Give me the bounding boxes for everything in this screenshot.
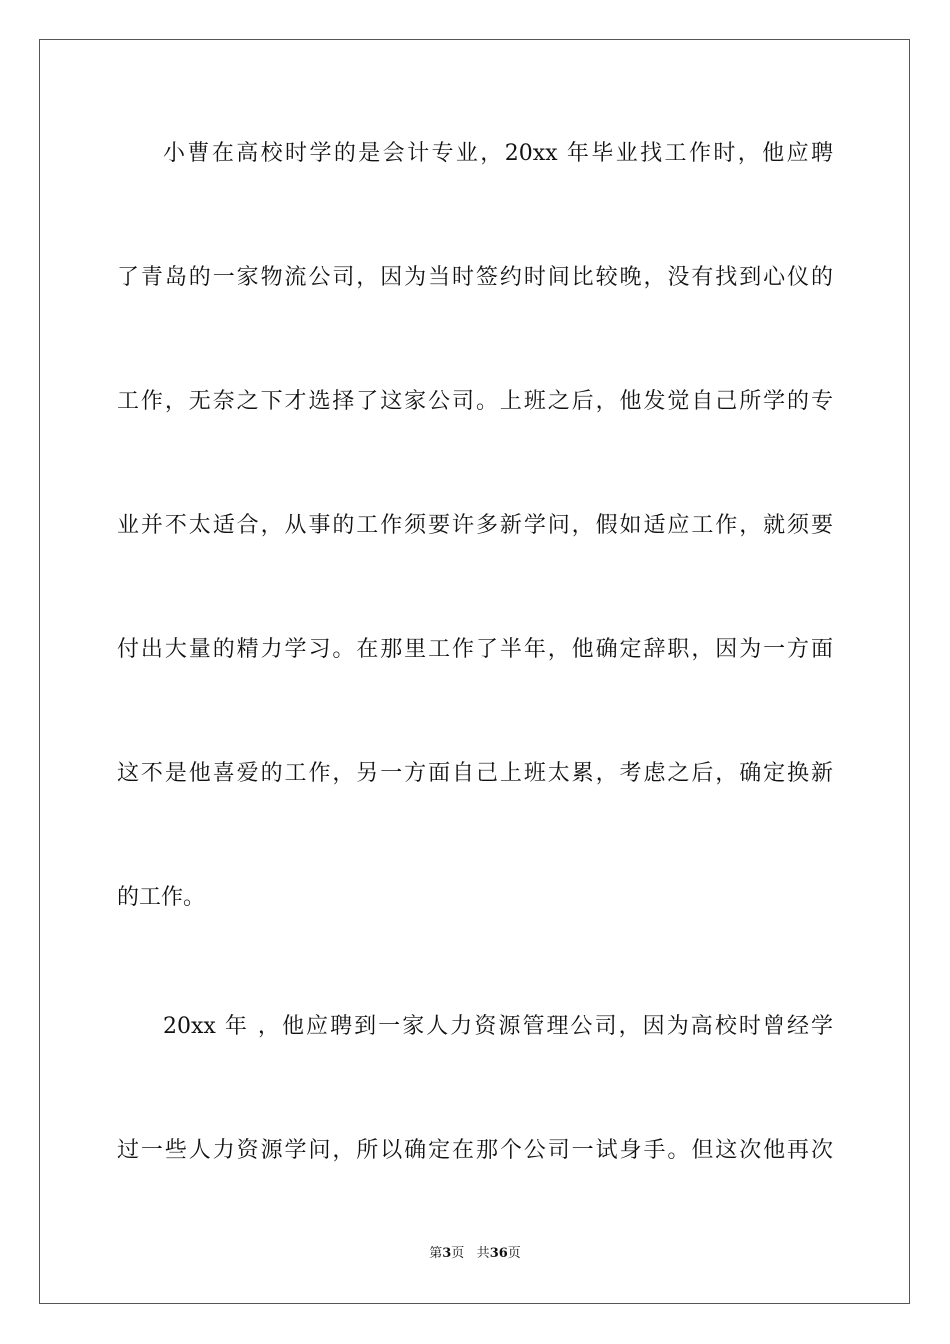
paragraph-1-line-3: 工作，无奈之下才选择了这家公司。上班之后，他发觉自己所学的专 bbox=[117, 389, 833, 414]
paragraph-1-line-1: 小曹在高校时学的是会计专业，20xx 年毕业找工作时，他应聘 bbox=[163, 141, 833, 166]
page-prefix: 第 bbox=[429, 1246, 443, 1261]
paragraph-1-line-7: 的工作。 bbox=[117, 885, 206, 910]
paragraph-2-line-2: 过一些人力资源学问，所以确定在那个公司一试身手。但这次他再次 bbox=[117, 1138, 833, 1163]
paragraph-1-line-6: 这不是他喜爱的工作，另一方面自己上班太累，考虑之后，确定换新 bbox=[117, 761, 833, 786]
paragraph-1-line-2: 了青岛的一家物流公司，因为当时签约时间比较晚，没有找到心仪的 bbox=[117, 265, 833, 290]
page-border bbox=[39, 39, 910, 1304]
total-suffix: 页 bbox=[507, 1246, 521, 1261]
total-page-count: 36 bbox=[489, 1246, 508, 1261]
total-prefix: 共 bbox=[476, 1246, 490, 1261]
paragraph-2-line-1: 20xx 年 ，他应聘到一家人力资源管理公司，因为高校时曾经学 bbox=[163, 1014, 833, 1039]
page-footer bbox=[0, 1245, 950, 1263]
page-suffix: 页 bbox=[451, 1246, 465, 1261]
paragraph-1-line-5: 付出大量的精力学习。在那里工作了半年，他确定辞职，因为一方面 bbox=[117, 637, 833, 662]
current-page-number: 3 bbox=[442, 1246, 452, 1261]
paragraph-1-line-4: 业并不太适合，从事的工作须要许多新学问，假如适应工作，就须要 bbox=[117, 513, 833, 538]
